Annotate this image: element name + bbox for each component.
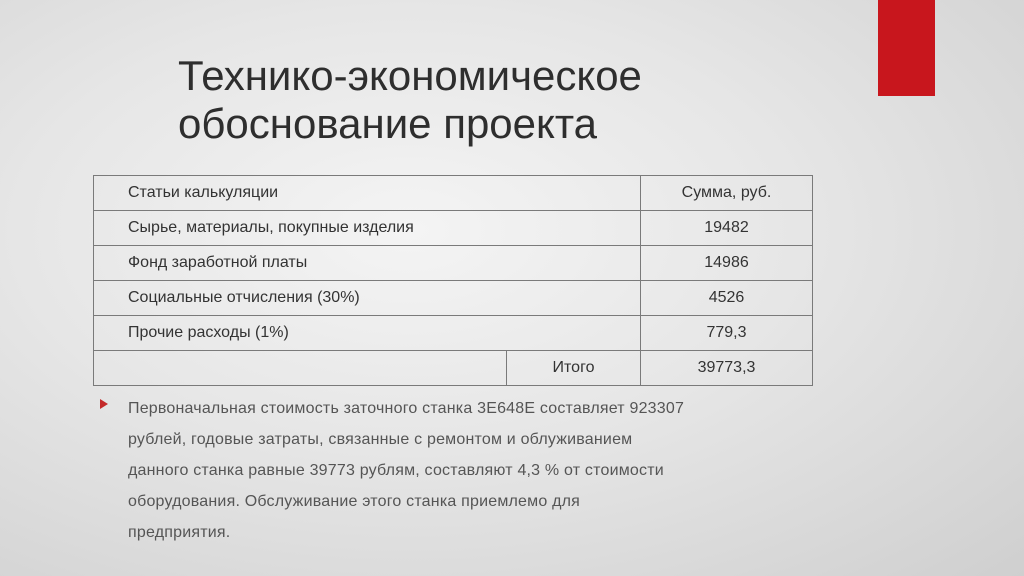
row-item-cell: Фонд заработной платы bbox=[94, 246, 641, 281]
bullet-line: предприятия. bbox=[128, 524, 231, 541]
table-row bbox=[94, 246, 813, 281]
slide-title bbox=[178, 52, 818, 148]
header-sum-cell: Сумма, руб. bbox=[641, 176, 813, 211]
row-sum-cell: 4526 bbox=[641, 281, 813, 316]
table-header-row bbox=[94, 176, 813, 211]
triangle-bullet-icon bbox=[100, 399, 108, 409]
bullet-paragraph bbox=[100, 393, 800, 548]
row-sum-cell: 19482 bbox=[641, 211, 813, 246]
table-row bbox=[94, 316, 813, 351]
table-total-row bbox=[94, 351, 813, 386]
slide-title-line-1: Технико-экономическое bbox=[178, 52, 642, 99]
table-row bbox=[94, 211, 813, 246]
row-sum-cell: 779,3 bbox=[641, 316, 813, 351]
accent-bar bbox=[878, 0, 935, 96]
header-item-cell: Статьи калькуляции bbox=[94, 176, 641, 211]
row-item-cell: Прочие расходы (1%) bbox=[94, 316, 641, 351]
total-sum-cell: 39773,3 bbox=[641, 351, 813, 386]
bullet-line: Первоначальная стоимость заточного станка 3Е648Е составляет 923307 bbox=[128, 400, 685, 417]
bullet-line: оборудования. Обслуживание этого станка приемлемо для bbox=[128, 493, 581, 510]
row-sum-cell: 14986 bbox=[641, 246, 813, 281]
total-empty-cell bbox=[94, 351, 507, 386]
bullet-line: рублей, годовые затраты, связанные с ремонтом и облуживанием bbox=[128, 431, 633, 448]
table-row bbox=[94, 281, 813, 316]
bullet-line: данного станка равные 39773 рублям, составляют 4,3 % от стоимости bbox=[128, 462, 664, 479]
bullet-text bbox=[128, 393, 778, 548]
calculation-table bbox=[93, 175, 813, 386]
total-label-cell: Итого bbox=[507, 351, 641, 386]
slide-title-line-2: обоснование проекта bbox=[178, 100, 597, 147]
row-item-cell: Сырье, материалы, покупные изделия bbox=[94, 211, 641, 246]
row-item-cell: Социальные отчисления (30%) bbox=[94, 281, 641, 316]
